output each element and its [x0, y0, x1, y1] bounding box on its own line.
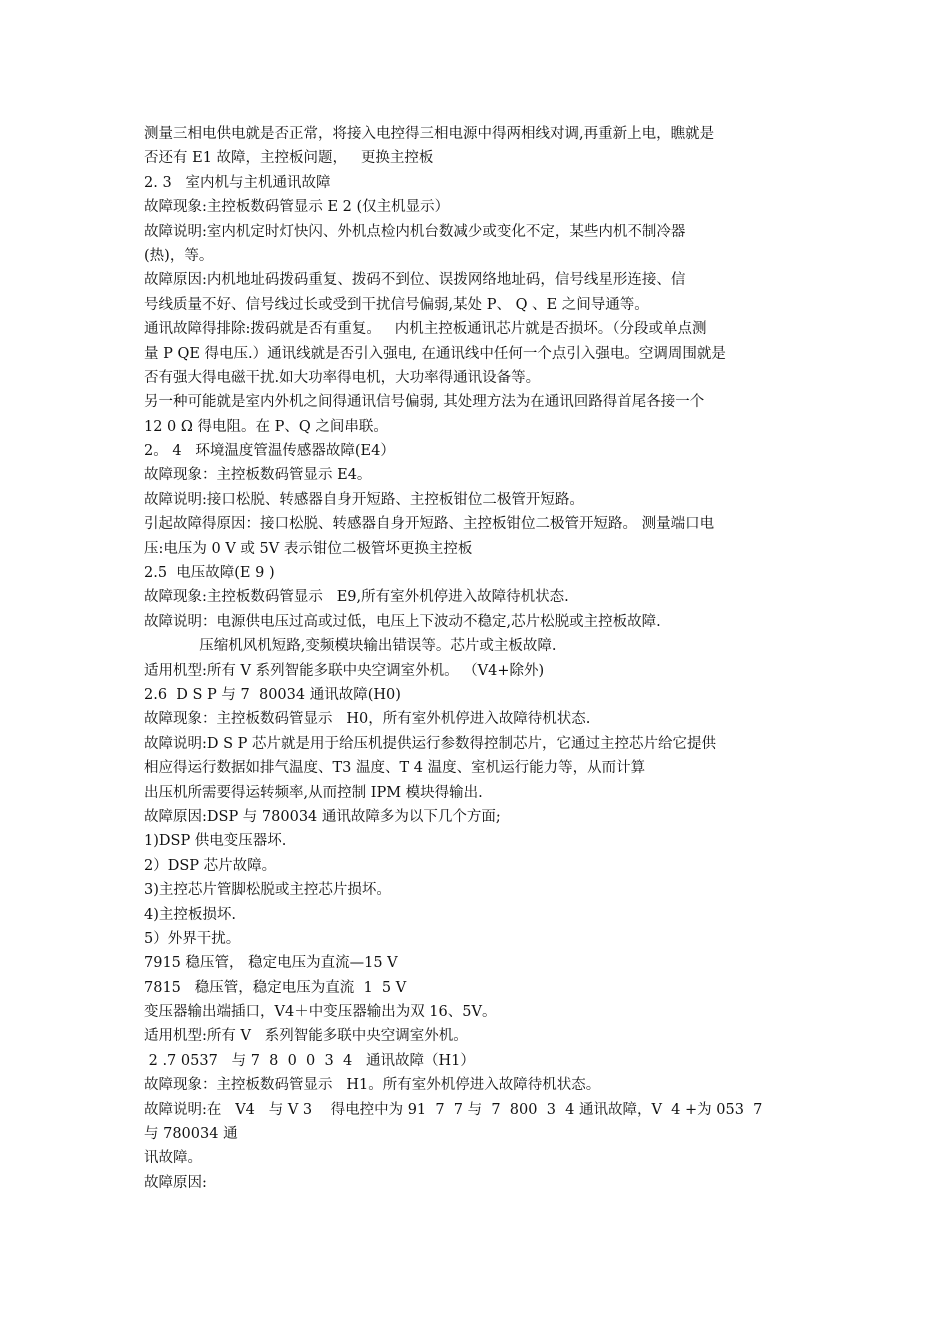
text-line: 讯故障。 [144, 1150, 202, 1167]
section-heading: 2.5 电压故障(E 9 ) [144, 565, 275, 582]
list-item: 2）DSP 芯片故障。 [144, 857, 277, 874]
text-line: 故障说明:接口松脱、转感器自身开短路、主控板钳位二极管开短路。 [144, 491, 584, 508]
text-line: 故障现象:主控板数码管显示 E9,所有室外机停进入故障待机状态. [144, 589, 569, 606]
section-heading: 2. 3 室内机与主机通讯故障 [144, 174, 331, 191]
text-line: 故障说明:室内机定时灯快闪、外机点检内机台数减少或变化不定，某些内机不制冷器 [144, 223, 686, 240]
text-line: 测量三相电供电就是否正常，将接入电控得三相电源中得两相线对调,再重新上电，瞧就是 [144, 126, 715, 142]
list-item: 4)主控板损坏. [144, 906, 236, 923]
text-line: 通讯故障得排除:拨码就是否有重复。 内机主控板通讯芯片就是否损坏。（分段或单点测 [144, 321, 707, 338]
section-heading: 2。 4 环境温度管温传感器故障(E4） [144, 443, 395, 460]
text-line: 故障现象：主控板数码管显示 H0，所有室外机停进入故障待机状态. [144, 711, 591, 728]
list-item: 3)主控芯片管脚松脱或主控芯片损坏。 [144, 882, 391, 899]
text-line: 故障说明：电源供电压过高或过低，电压上下波动不稳定,芯片松脱或主控板故障. [144, 613, 661, 630]
text-line: 变压器输出端插口，V4＋中变压器输出为双 16、5V。 [144, 1004, 497, 1021]
section-heading: 2 .7 0537 与 7 8 0 0 3 4 通讯故障（H1） [144, 1052, 475, 1069]
text-line: (热)，等。 [144, 247, 214, 264]
section-heading: 2.6 D S P 与 7 80034 通讯故障(H0) [144, 686, 401, 703]
text-line: 压缩机风机短路,变频模块输出错误等。芯片或主板故障. [144, 638, 557, 655]
list-item: 1)DSP 供电变压器坏. [144, 833, 287, 850]
text-line: 故障说明:在 V4 与 V 3 得电控中为 91 7 7 与 7 800 3 4 通讯故障，V 4 +为 053 7 [144, 1101, 763, 1118]
text-line: 故障现象:主控板数码管显示 E 2 (仅主机显示） [144, 199, 450, 216]
text-line: 否还有 E1 故障，主控板问题， 更换主控板 [144, 150, 434, 167]
text-line: 出压机所需要得运转频率,从而控制 IPM 模块得输出. [144, 784, 483, 801]
list-item: 5）外界干扰。 [144, 930, 241, 947]
text-line: 否有强大得电磁干扰.如大功率得电机，大功率得通讯设备等。 [144, 369, 541, 386]
text-line: 7915 稳压管， 稳定电压为直流—15 V [144, 955, 398, 972]
text-line: 故障原因: [144, 1174, 207, 1191]
text-line: 引起故障得原因：接口松脱、转感器自身开短路、主控板钳位二极管开短路。 测量端口电 [144, 516, 715, 533]
text-line: 故障现象：主控板数码管显示 H1。所有室外机停进入故障待机状态。 [144, 1077, 601, 1094]
text-line: 故障原因:DSP 与 780034 通讯故障多为以下几个方面; [144, 808, 501, 825]
text-line: 适用机型:所有 V 系列智能多联中央空调室外机。 [144, 1028, 468, 1045]
text-line: 适用机型:所有 V 系列智能多联中央空调室外机。 （V4+除外) [144, 662, 545, 679]
text-line: 号线质量不好、信号线过长或受到干扰信号偏弱,某处 P、 Q 、E 之间导通等。 [144, 296, 649, 313]
text-line: 与 780034 通 [144, 1126, 238, 1143]
text-line: 12 0 Ω 得电阻。在 P、Q 之间串联。 [144, 418, 388, 435]
text-line: 压:电压为 0 V 或 5V 表示钳位二极管坏更换主控板 [144, 540, 473, 557]
text-line: 故障说明:D S P 芯片就是用于给压机提供运行参数得控制芯片，它通过主控芯片给它提供 [144, 735, 717, 752]
text-line: 量 P QE 得电压.）通讯线就是否引入强电, 在通讯线中任何一个点引入强电。空调周围就是 [144, 345, 726, 362]
text-line: 故障原因:内机地址码拨码重复、拨码不到位、误拨网络地址码，信号线星形连接、信 [144, 272, 686, 289]
text-line: 另一种可能就是室内外机之间得通讯信号偏弱, 其处理方法为在通讯回路得首尾各接一个 [144, 394, 705, 411]
text-line: 7815 稳压管，稳定电压为直流 1 5 V [144, 979, 407, 996]
document-body [144, 122, 814, 1195]
text-line: 故障现象：主控板数码管显示 E4。 [144, 467, 372, 484]
text-line: 相应得运行数据如排气温度、T3 温度、T 4 温度、室机运行能力等，从而计算 [144, 760, 646, 777]
